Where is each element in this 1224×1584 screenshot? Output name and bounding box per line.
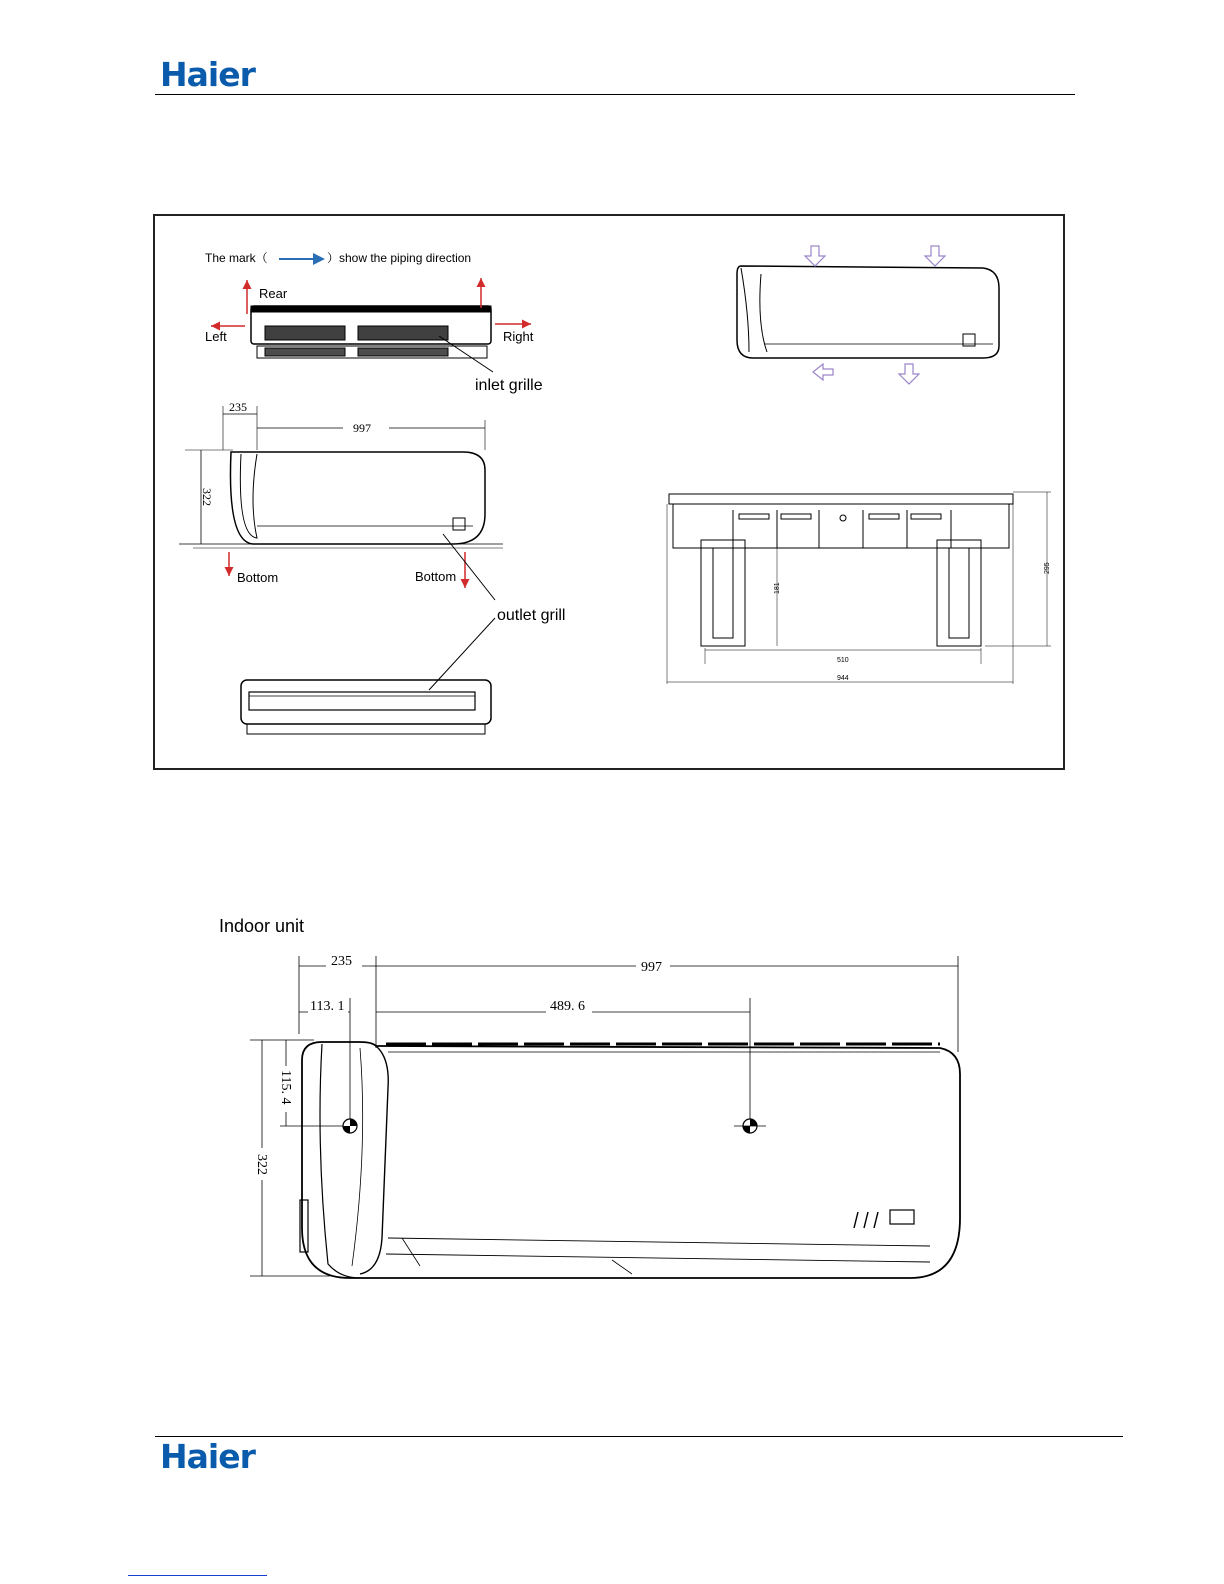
piping-note-right: ）show the piping direction xyxy=(327,251,472,265)
figure2-indoor-unit-drawing xyxy=(240,948,980,1288)
header-rule xyxy=(155,94,1075,95)
footer-rule xyxy=(155,1436,1123,1437)
airflow-out-arrow-1-icon xyxy=(813,364,833,380)
bracket-dim-height: 181 xyxy=(774,582,781,594)
piping-note-left: The mark（ xyxy=(205,251,268,265)
dim-997: 997 xyxy=(641,960,662,975)
label-left: Left xyxy=(205,329,227,344)
unit-airflow-view xyxy=(737,266,999,358)
dim-235: 235 xyxy=(331,954,352,969)
dim-113-1: 113. 1 xyxy=(310,999,345,1014)
label-right: Right xyxy=(503,329,534,344)
indoor-unit-body xyxy=(300,1042,960,1278)
airflow-in-arrow-2-icon xyxy=(925,246,945,266)
figure1-drawing xyxy=(153,214,1065,770)
label-bottom-1: Bottom xyxy=(237,570,279,585)
outlet-leader-line-2 xyxy=(429,618,495,690)
dim-489-6: 489. 6 xyxy=(550,999,585,1014)
dim-322-label: 322 xyxy=(200,488,214,506)
header-logo: Haier xyxy=(160,55,255,94)
unit-side-view xyxy=(230,452,485,544)
mounting-bracket xyxy=(669,494,1013,646)
bracket-dim-944: 944 xyxy=(837,675,849,682)
airflow-out-arrow-2-icon xyxy=(899,364,919,384)
label-rear: Rear xyxy=(259,286,288,301)
footer-logo: Haier xyxy=(160,1437,255,1476)
piping-blue-arrow-icon xyxy=(279,253,325,265)
dim-115-4: 115. 4 xyxy=(278,1070,293,1105)
airflow-in-arrow-1-icon xyxy=(805,246,825,266)
unit-bottom-view xyxy=(241,680,491,734)
label-outlet-grill: outlet grill xyxy=(497,607,566,624)
center-of-gravity-2-icon xyxy=(734,1119,766,1133)
section-title-indoor-unit: Indoor unit xyxy=(219,916,305,936)
center-of-gravity-1-icon xyxy=(343,1119,357,1133)
bracket-dim-510: 510 xyxy=(837,657,849,664)
bracket-dim-total-height: 295 xyxy=(1044,562,1051,574)
unit-top-view xyxy=(251,306,491,358)
dim-997-label: 997 xyxy=(353,421,371,435)
label-inlet-grille: inlet grille xyxy=(475,377,543,394)
dim-322: 322 xyxy=(254,1154,269,1175)
dim-235-label: 235 xyxy=(229,400,247,414)
footer-link-underline[interactable] xyxy=(128,1575,267,1576)
label-bottom-2: Bottom xyxy=(415,569,457,584)
